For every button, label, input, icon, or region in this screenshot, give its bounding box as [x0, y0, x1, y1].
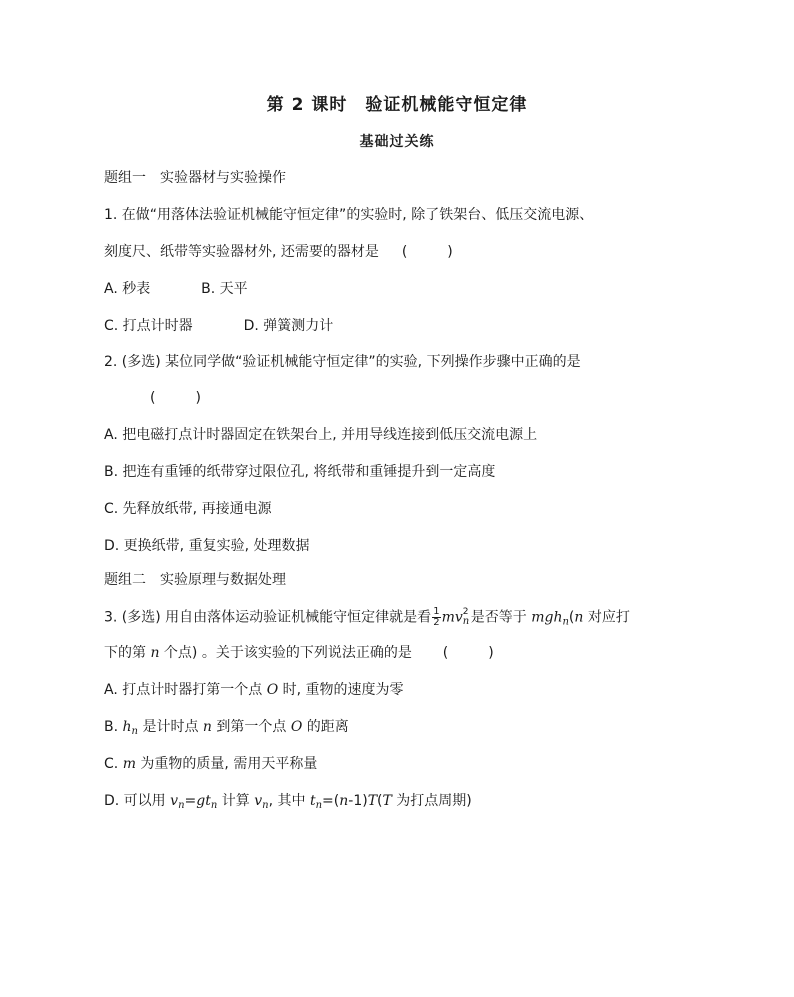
q3-optB-n: n — [202, 719, 212, 735]
q2-option-b: B. 把连有重锤的纸带穿过限位孔, 将纸带和重锤提升到一定高度 — [104, 464, 496, 480]
q2-answer-paren — [150, 388, 201, 408]
q3-optD-t: t — [309, 793, 316, 809]
q3-optB-text-b: 是计时点 — [138, 719, 203, 735]
q3-optD-gt: gt — [196, 793, 211, 809]
q3-fraction — [432, 607, 440, 628]
q3-optD-text-a: D. 可以用 — [104, 793, 171, 809]
q3-stem-paren: ( — [568, 609, 575, 626]
q2-option-d: D. 更换纸带, 重复实验, 处理数据 — [104, 538, 310, 554]
q3-optD-v: v — [170, 793, 179, 809]
q3-optD-text-d: =( — [322, 793, 340, 809]
q3-expr-mgh-subscript: n — [562, 616, 569, 628]
q3-stem-mid: 是否等于 — [470, 609, 532, 626]
q2-answer-paren-close: ) — [195, 390, 201, 406]
q1-option-a: A. 秒表 — [104, 281, 151, 297]
q3-optD-text-b: 计算 — [217, 793, 255, 809]
q1-option-c: C. 打点计时器 — [104, 318, 193, 334]
page-subtitle: 基础过关练 — [359, 134, 435, 150]
q1-options-row2 — [104, 316, 333, 336]
q3-optA-text-b: 时, 重物的速度为零 — [278, 682, 404, 698]
q3-optC-text-b: 为重物的质量, 需用天平称量 — [135, 756, 318, 772]
q3-optC-m: m — [122, 756, 136, 772]
q1-stem-line1: 1. 在做“用落体法验证机械能守恒定律”的实验时, 除了铁架台、低压交流电源、 — [104, 207, 594, 223]
q3-answer-paren-open: ( — [442, 645, 449, 661]
q1-options-row1 — [104, 279, 248, 299]
q3-stem-suffix: 对应打 — [583, 609, 630, 626]
q2-option-a: A. 把电磁打点计时器固定在铁架台上, 并用导线连接到低压交流电源上 — [104, 427, 538, 443]
q3-optD-text-g: 为打点周期) — [391, 793, 472, 809]
q3-optD-gt-sub: n — [210, 800, 218, 811]
q3-stem2-n: n — [150, 645, 160, 661]
q3-stem2-a: 下的第 — [104, 645, 151, 661]
q3-stem-line2 — [104, 643, 494, 663]
group1-heading: 题组一 实验器材与实验操作 — [104, 170, 286, 186]
q1-option-d: D. 弹簧测力计 — [243, 318, 334, 334]
q3-optA-text-a: A. 打点计时器打第一个点 — [104, 682, 267, 698]
q1-answer-paren-close: ) — [447, 244, 453, 260]
q3-expr-subscript: n — [462, 615, 470, 627]
q3-optB-h-sub: n — [131, 726, 138, 737]
q3-optC-text-a: C. — [104, 756, 123, 772]
q3-optD-T2: T — [382, 793, 392, 809]
q3-expr-mgh: mgh — [531, 609, 563, 626]
q3-expr-mv: mv — [441, 609, 463, 626]
q1-option-b: B. 天平 — [201, 281, 248, 297]
group2-heading: 题组二 实验原理与数据处理 — [104, 572, 286, 588]
q3-option-a — [104, 680, 404, 700]
q3-optD-v2: v — [254, 793, 263, 809]
q3-optB-text-d: 的距离 — [302, 719, 349, 735]
q3-fraction-numerator: 1 — [433, 606, 440, 617]
q3-optB-h: h — [122, 719, 132, 735]
q3-answer-paren-close: ) — [488, 645, 494, 661]
q3-optD-eq: = — [184, 793, 197, 809]
q3-optD-text-e: -1) — [348, 793, 368, 809]
q3-optD-text-f: ( — [377, 793, 383, 809]
q3-option-b — [104, 717, 349, 742]
q3-optD-text-c: , 其中 — [268, 793, 310, 809]
q3-optD-n: n — [339, 793, 349, 809]
q3-fraction-denominator: 2 — [433, 617, 440, 628]
q1-stem-line2 — [104, 242, 453, 262]
page-title: 第 2 课时 验证机械能守恒定律 — [266, 95, 528, 115]
q3-optB-text-a: B. — [104, 719, 123, 735]
q3-expr-superscript: 2 — [462, 606, 469, 617]
q3-optD-v-sub: n — [178, 800, 185, 811]
q2-option-c: C. 先释放纸带, 再接通电源 — [104, 501, 272, 517]
q3-optD-T: T — [367, 793, 378, 809]
q3-optD-t-sub: n — [315, 800, 323, 811]
q3-option-d — [104, 791, 472, 816]
q3-stem-prefix: 3. (多选) 用自由落体运动验证机械能守恒定律就是看 — [104, 609, 432, 626]
q1-stem-text: 刻度尺、纸带等实验器材外, 还需要的器材是 — [104, 244, 379, 260]
q3-stem2-b: 个点) 。关于该实验的下列说法正确的是 — [159, 645, 412, 661]
q1-answer-paren-open: ( — [401, 244, 408, 260]
q3-optB-o: O — [290, 719, 303, 735]
q3-option-c — [104, 754, 317, 774]
q2-answer-paren-open: ( — [150, 390, 156, 406]
q3-optD-v2-sub: n — [262, 800, 269, 811]
q2-stem-line1: 2. (多选) 某位同学做“验证机械能守恒定律”的实验, 下列操作步骤中正确的是 — [104, 354, 581, 370]
q3-stem-line1 — [104, 607, 630, 633]
q3-stem-n: n — [574, 609, 584, 626]
q3-optA-o: O — [266, 682, 279, 698]
q3-optB-text-c: 到第一个点 — [211, 719, 291, 735]
